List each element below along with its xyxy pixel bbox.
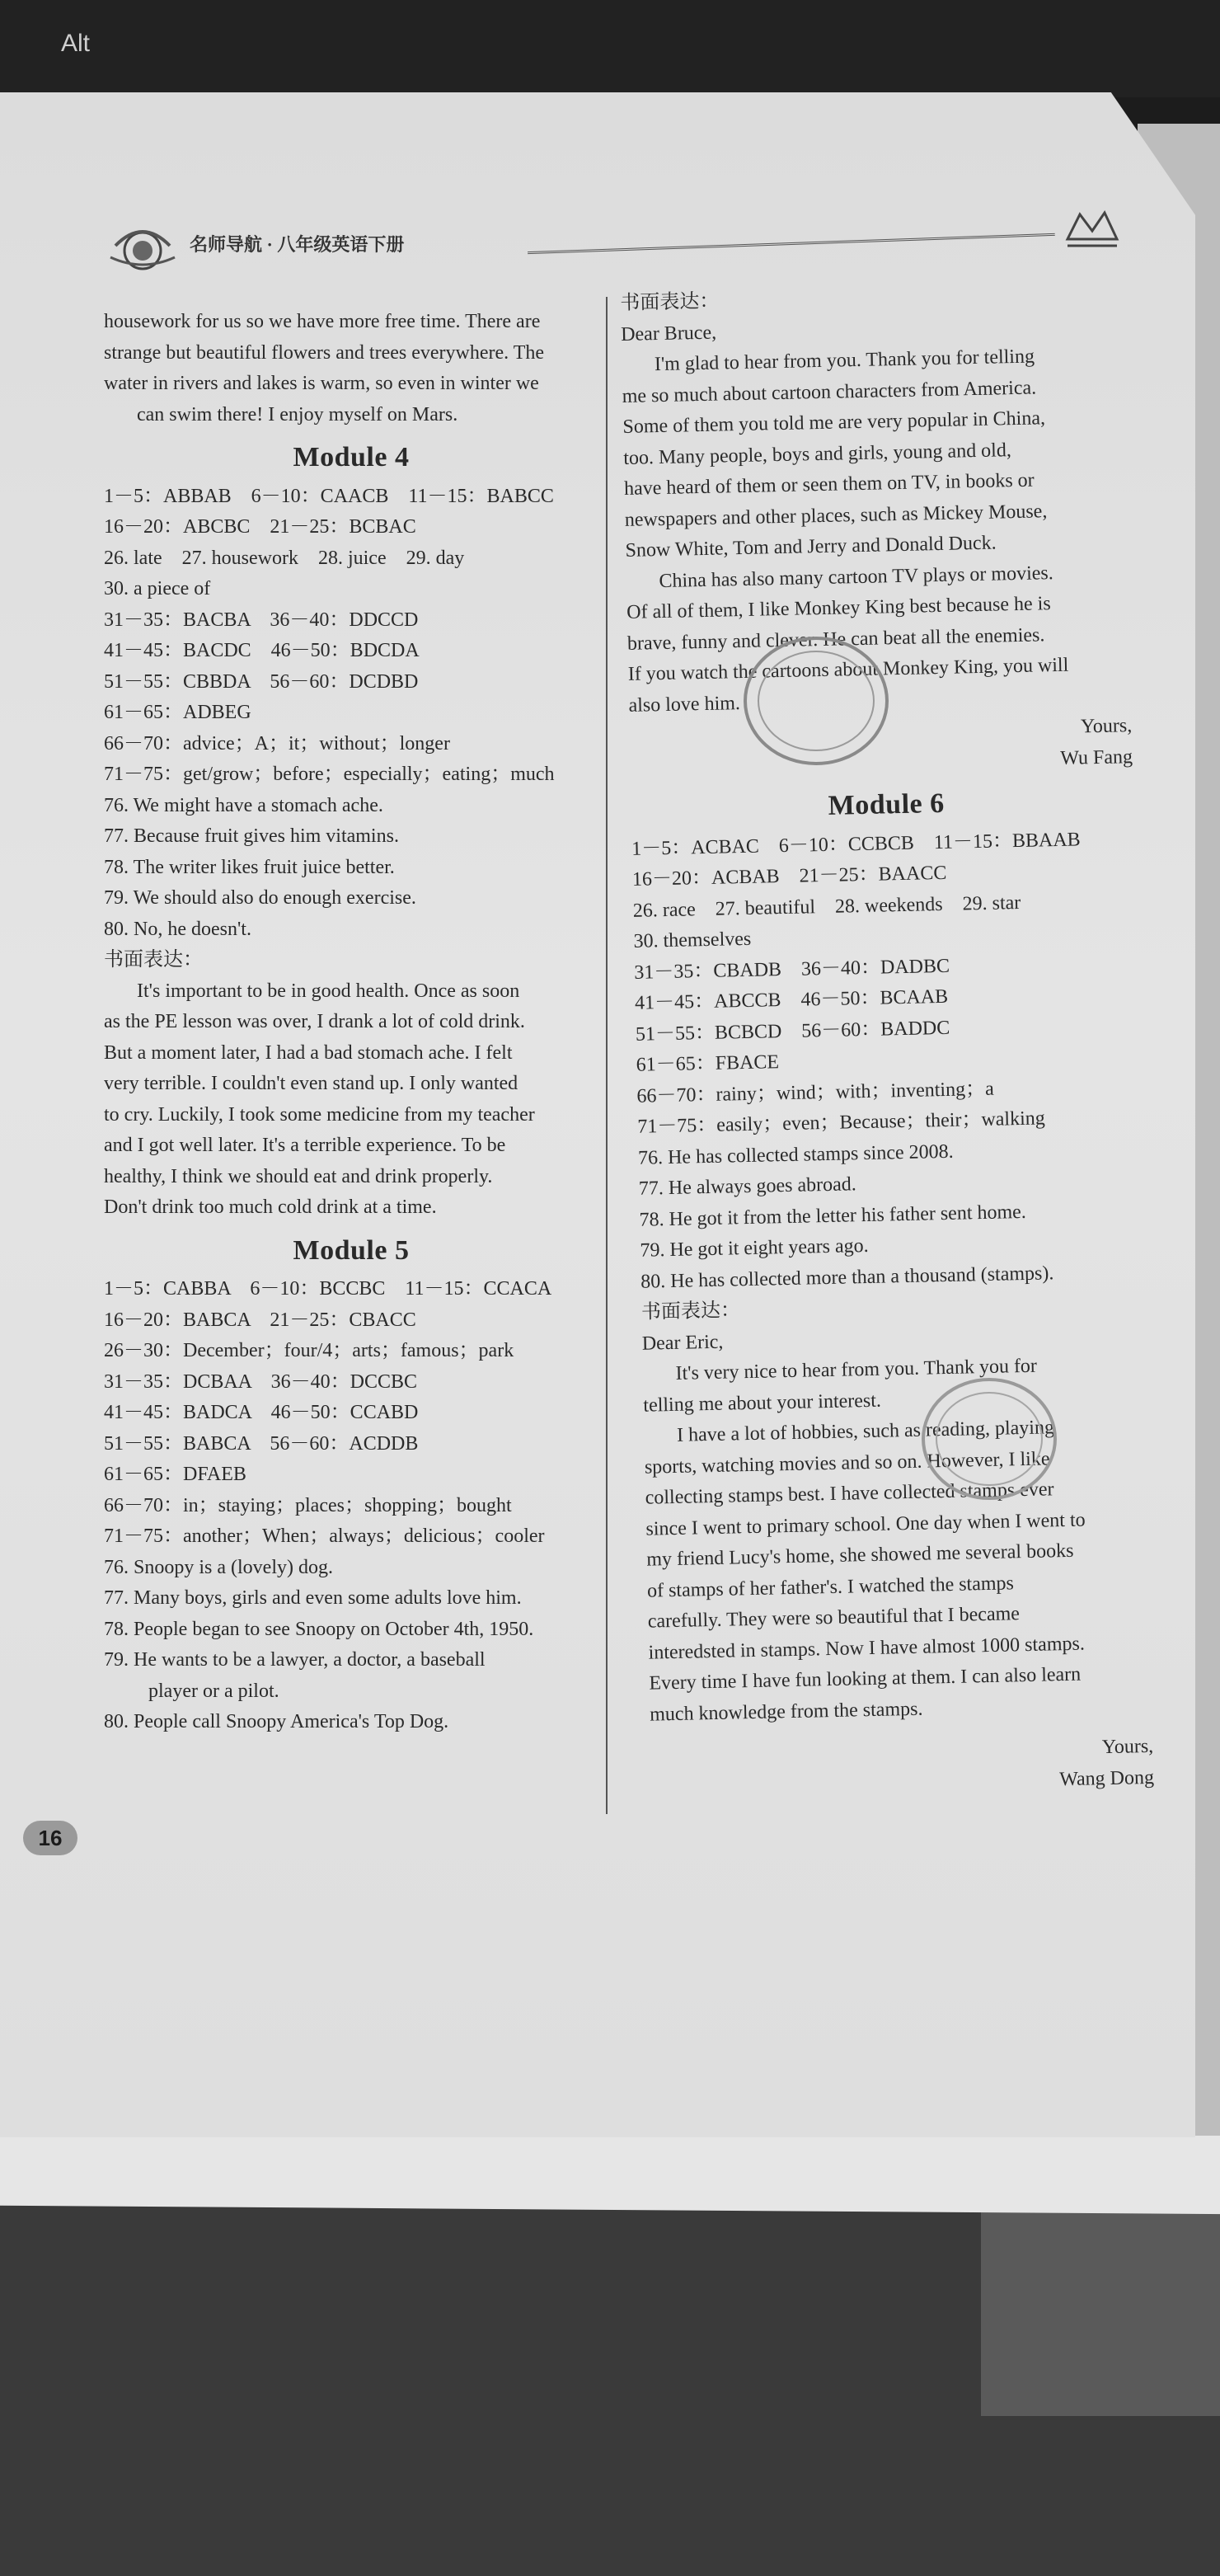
letter-line: Snow White, Tom and Jerry and Donald Duck. <box>625 532 997 562</box>
header-rule <box>528 233 1055 259</box>
answer-line: 51－55：BCBCD 56－60：BADDC <box>635 1017 950 1046</box>
writing-label: 书面表达： <box>104 949 203 971</box>
letter-line: China has also many cartoon TV plays or movies. <box>659 562 1053 592</box>
answer-line: 80. He has collected more than a thousand (stamps). <box>640 1262 1054 1293</box>
answer-line: 31－35：DCBAA 36－40：DCCBC <box>104 1370 418 1393</box>
answer-line: 41－45：BACDC 46－50：BDCDA <box>104 640 420 661</box>
answer-line: 16－20：BABCA 21－25：CBACC <box>104 1309 416 1331</box>
answer-line: 71－75：easily；even；Because；their；walking <box>637 1107 1046 1138</box>
ornament-icon <box>1063 206 1121 252</box>
answer-line: 26. late 27. housework 28. juice 29. day <box>104 547 465 569</box>
answer-line: 79. We should also do enough exercise. <box>104 887 416 909</box>
letter-line: me so much about cartoon characters from America. <box>622 376 1037 407</box>
page-header <box>99 206 1121 280</box>
letter-line: collecting stamps best. I have collected stamps ever <box>645 1478 1054 1509</box>
answer-line: 76. We might have a stomach ache. <box>104 794 383 816</box>
letter-line: since I went to primary school. One day when I went to <box>645 1509 1086 1540</box>
essay-line: very terrible. I couldn't even stand up. I only wanted <box>104 1073 518 1094</box>
text-line: water in rivers and lakes is warm, so even in winter we <box>104 373 539 394</box>
essay-line: It's important to be in good health. Once as soon <box>137 980 520 1002</box>
answer-line: 77. Because fruit gives him vitamins. <box>104 825 399 847</box>
letter-line: carefully. They were so beautiful that I became <box>647 1603 1021 1633</box>
letter-line: I have a lot of hobbies, such as reading, playing <box>676 1417 1055 1446</box>
answer-line: 71－75：another；When；always；delicious；cooler <box>104 1525 545 1547</box>
letter-line: newspapers and other places, such as Mickey Mouse, <box>624 500 1048 531</box>
column-divider <box>606 297 608 1814</box>
answer-line: 26. race 27. beautiful 28. weekends 29. star <box>632 891 1021 922</box>
watermark-stamp-icon <box>734 627 899 775</box>
answer-line: 66－70：advice；A；it；without；longer <box>104 732 450 754</box>
essay-line: Don't drink too much cold drink at a time. <box>104 1196 437 1218</box>
right-column <box>620 278 1162 1804</box>
letter-line: my friend Lucy's home, she showed me several books <box>646 1539 1074 1571</box>
letter-line: also love him. <box>628 692 741 717</box>
page-number-front: 16 <box>23 1821 77 1855</box>
answer-line: 26－30：December；four/4；arts；famous；park <box>104 1340 514 1361</box>
text-line: strange but beautiful flowers and trees everywhere. The <box>104 341 545 364</box>
answer-line: 51－55：BABCA 56－60：ACDDB <box>104 1432 419 1455</box>
text-line: can swim there! I enjoy myself on Mars. <box>137 403 458 425</box>
alt-key-label: Alt <box>61 30 91 57</box>
letter-closing: Yours, <box>1080 715 1133 738</box>
answer-line: 1－5：ABBAB 6－10：CAACB 11－15：BABCC <box>104 485 554 507</box>
answer-line: 30. themselves <box>633 928 752 952</box>
letter-closing: Yours, <box>1101 1735 1154 1759</box>
header-title: 名师导航 · 八年级英语下册 <box>190 234 405 255</box>
letter-line: If you watch the cartoons about Monkey King, you will <box>627 654 1069 685</box>
letter-signature: Wang Dong <box>1058 1766 1155 1790</box>
answer-line: 1－5：ACBAC 6－10：CCBCB 11－15：BBAAB <box>631 828 1081 860</box>
answer-line: 77. Many boys, girls and even some adults love him. <box>104 1587 522 1609</box>
letter-line: sports, watching movies and so on. However, I like <box>644 1447 1050 1478</box>
logo-icon <box>107 221 178 272</box>
module-5-title: Module 5 <box>293 1234 410 1266</box>
essay-line: healthy, I think we should eat and drink properly. <box>104 1165 493 1187</box>
letter-signature: Wu Fang <box>1060 745 1133 769</box>
answer-line: 76. He has collected stamps since 2008. <box>637 1140 954 1169</box>
letter-line: Some of them you told me are very popular in China, <box>622 407 1046 438</box>
answer-line: 71－75：get/grow；before；especially；eating；much <box>104 764 555 785</box>
module-6-title: Module 6 <box>828 787 946 821</box>
answer-line: 16－20：ACBAB 21－25：BAACC <box>631 862 947 891</box>
monitor-bezel <box>0 0 1220 97</box>
letter-line: of stamps of her father's. I watched the stamps <box>646 1572 1015 1602</box>
answer-line: 80. No, he doesn't. <box>104 918 251 940</box>
answer-line: 78. The writer likes fruit juice better. <box>104 856 395 878</box>
answer-line: 41－45：ABCCB 46－50：BCAAB <box>634 985 949 1014</box>
answer-line: 61－65：DFAEB <box>104 1464 246 1485</box>
module-4-title: Module 4 <box>293 442 410 472</box>
answer-line: 30. a piece of <box>104 578 211 599</box>
answer-line: 78. People began to see Snoopy on October 4th, 1950. <box>104 1618 534 1640</box>
text-line: housework for us so we have more free time. There are <box>104 311 541 332</box>
answer-line: 31－35：BACBA 36－40：DDCCD <box>104 609 419 631</box>
letter-greeting: Dear Eric, <box>641 1331 724 1355</box>
answer-line: 61－65：FBACE <box>636 1051 780 1076</box>
letter-line: It's very nice to hear from you. Thank you for <box>675 1355 1038 1384</box>
letter-line: much knowledge from the stamps. <box>649 1698 923 1726</box>
left-column <box>104 307 598 1738</box>
writing-label: 书面表达： <box>620 290 720 314</box>
letter-greeting: Dear Bruce, <box>620 322 717 346</box>
answer-line: 79. He wants to be a lawyer, a doctor, a baseball <box>104 1649 486 1671</box>
answer-line: 76. Snoopy is a (lovely) dog. <box>104 1556 333 1578</box>
answer-line: 79. He got it eight years ago. <box>640 1234 869 1262</box>
essay-line: and I got well later. It's a terrible experience. To be <box>104 1135 506 1156</box>
essay-line: as the PE lesson was over, I drank a lot of cold drink. <box>104 1011 525 1032</box>
letter-line: telling me about your interest. <box>643 1389 882 1417</box>
letter-line: too. Many people, boys and girls, young and old, <box>623 439 1012 469</box>
answer-line: 51－55：CBBDA 56－60：DCDBD <box>104 670 419 693</box>
answer-line: 78. He got it from the letter his father sent home. <box>639 1201 1027 1231</box>
answer-line: 66－70：in；staying；places；shopping；bought <box>104 1494 512 1516</box>
answer-line: 16－20：ABCBC 21－25：BCBAC <box>104 516 416 538</box>
answer-line: 1－5：CABBA 6－10：BCCBC 11－15：CCACA <box>104 1278 552 1300</box>
answer-line: 66－70：rainy；wind；with；inventing；a <box>636 1078 994 1107</box>
answer-line: 41－45：BADCA 46－50：CCABD <box>104 1402 419 1423</box>
answer-line: 80. People call Snoopy America's Top Dog. <box>104 1711 449 1732</box>
essay-line: to cry. Luckily, I took some medicine from my teacher <box>104 1103 535 1126</box>
letter-line: Every time I have fun looking at them. I can also learn <box>649 1663 1082 1695</box>
essay-line: But a moment later, I had a bad stomach ache. I felt <box>104 1041 513 1064</box>
watermark-stamp-icon <box>915 1369 1063 1509</box>
letter-line: interedsted in stamps. Now I have almost 1000 stamps. <box>648 1633 1086 1664</box>
answer-line: 31－35：CBADB 36－40：DADBC <box>634 955 950 984</box>
writing-label: 书面表达： <box>640 1300 741 1323</box>
answer-line: player or a pilot. <box>148 1680 279 1702</box>
answer-line: 61－65：ADBEG <box>104 702 251 723</box>
letter-line: I'm glad to hear from you. Thank you for telling <box>654 346 1035 376</box>
letter-line: brave, funny and clever. He can beat all the enemies. <box>626 623 1045 655</box>
letter-line: Of all of them, I like Monkey King best because he is <box>626 593 1051 623</box>
answer-line: 77. He always goes abroad. <box>638 1173 857 1200</box>
letter-line: have heard of them or seen them on TV, in books or <box>623 469 1035 500</box>
